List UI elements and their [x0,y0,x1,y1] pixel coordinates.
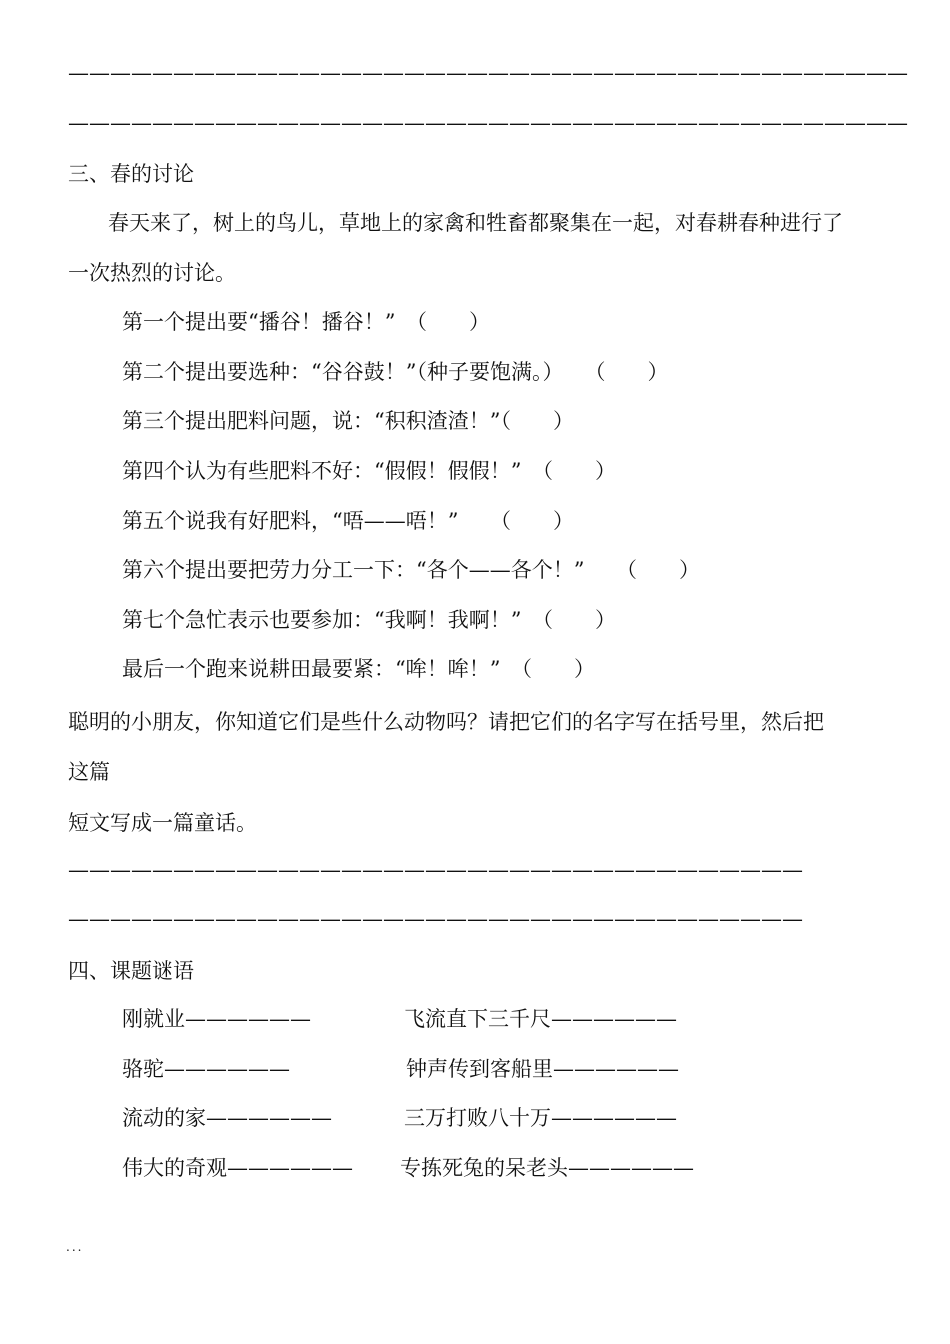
answer-line: ——————————————————————————————————— [68,907,803,931]
riddle-left: 刚就业—————— [122,1007,311,1031]
question-item: 第六个提出要把劳力分工一下：“各个——各个！” （ ） [122,558,700,582]
question-item: 最后一个跑来说耕田最要紧：“哞！哞！” （ ） [122,657,595,681]
footer-ellipsis: ... [66,1240,84,1254]
top-answer-line: ———————————————————————————————————————— [68,111,908,135]
instruction-text: 短文写成一篇童话。 [68,811,257,835]
instruction-text: 聪明的小朋友，你知道它们是些什么动物吗？请把它们的名字写在括号里，然后把 [68,710,824,734]
riddle-right: 钟声传到客船里—————— [406,1057,679,1081]
riddle-left: 流动的家—————— [122,1106,332,1130]
top-answer-line: ———————————————————————————————————————— [68,61,908,85]
question-item: 第一个提出要“播谷！播谷！” （ ） [122,310,490,334]
riddle-left: 伟大的奇观—————— [122,1156,353,1180]
answer-line: ——————————————————————————————————— [68,858,803,882]
section-3-heading: 三、春的讨论 [68,162,194,186]
question-item: 第二个提出要选种：“谷谷鼓！”（种子要饱满。） （ ） [122,360,669,384]
question-item: 第五个说我有好肥料，“唔——唔！” （ ） [122,509,574,533]
riddle-right: 三万打败八十万—————— [404,1106,677,1130]
riddle-right: 飞流直下三千尺—————— [404,1007,677,1031]
question-item: 第四个认为有些肥料不好：“假假！假假！” （ ） [122,459,616,483]
section-3-intro: 一次热烈的讨论。 [68,261,236,285]
riddle-left: 骆驼—————— [122,1057,290,1081]
riddle-right: 专拣死兔的呆老头—————— [400,1156,694,1180]
section-4-heading: 四、课题谜语 [68,959,194,983]
question-item: 第七个急忙表示也要参加：“我啊！我啊！” （ ） [122,608,616,632]
question-item: 第三个提出肥料问题，说：“积积渣渣！”（ ） [122,409,574,433]
instruction-text: 这篇 [68,760,110,784]
section-3-intro: 春天来了，树上的鸟儿，草地上的家禽和牲畜都聚集在一起，对春耕春种进行了 [108,211,843,235]
